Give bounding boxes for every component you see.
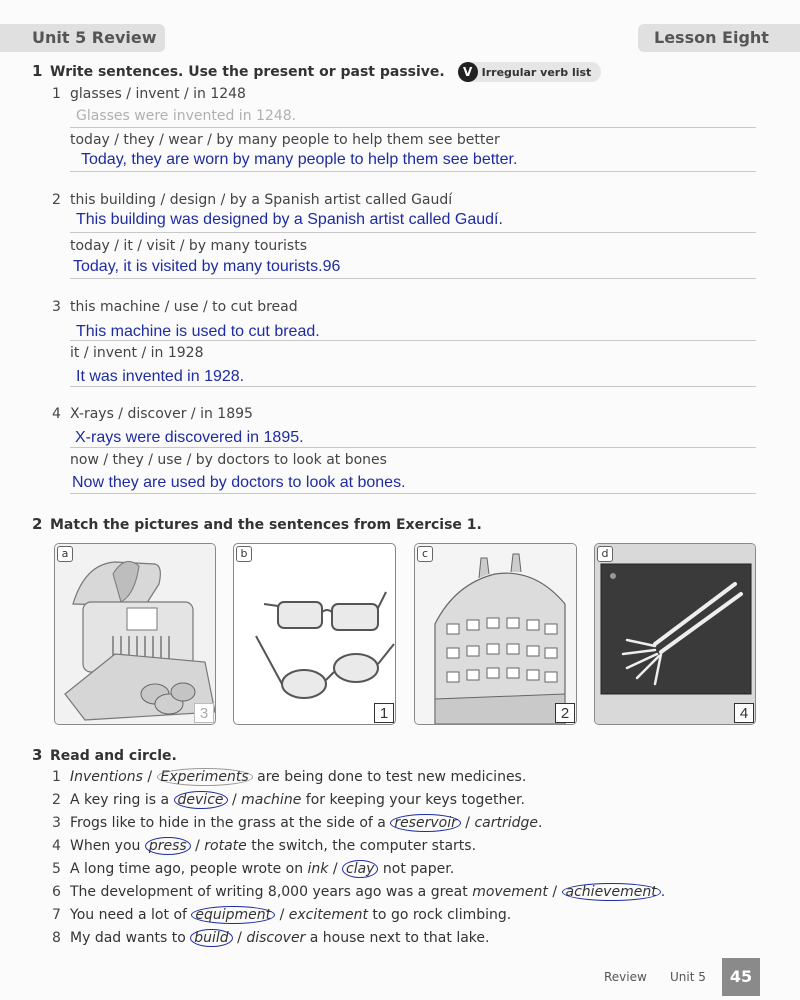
- ex1-answer-4b[interactable]: Now they are used by doctors to look at bones.: [72, 474, 406, 491]
- option-clay-circled[interactable]: clay: [342, 860, 378, 878]
- footer-section: Review: [604, 970, 647, 984]
- ex1-answer-3b[interactable]: It was invented in 1928.: [76, 368, 245, 385]
- picture-answer-box[interactable]: 4: [734, 703, 754, 723]
- bread-slicer-icon: [55, 544, 216, 725]
- option-movement[interactable]: movement: [472, 884, 548, 900]
- exercise-3-title: 3 Read and circle.: [32, 746, 177, 764]
- lesson-tab: Lesson Eight: [638, 24, 800, 52]
- picture-a: [54, 543, 216, 725]
- ex3-item-2: 2 A key ring is a device / machine for keeping your keys together.: [52, 792, 525, 808]
- picture-answer-box[interactable]: 2: [555, 703, 575, 723]
- ex3-item-6: 6 The development of writing 8,000 years ago was a great movement / achievement .: [52, 884, 666, 900]
- unit-tab: Unit 5 Review: [0, 24, 165, 52]
- picture-letter: b: [236, 546, 252, 562]
- option-excitement[interactable]: excitement: [288, 907, 368, 923]
- ex3-item-1: 1 Inventions / Experiments are being done to test new medicines.: [52, 769, 527, 785]
- ex1-answer-1[interactable]: Today, they are worn by many people to help them see better.: [81, 151, 518, 168]
- picture-answer-box[interactable]: 1: [374, 703, 394, 723]
- option-equipment-circled[interactable]: equipment: [191, 906, 275, 924]
- option-build-circled[interactable]: build: [190, 929, 232, 947]
- option-experiments-circled[interactable]: Experiments: [157, 768, 253, 786]
- ex1-prompt-1: 1 glasses / invent / in 1248: [52, 86, 246, 102]
- answer-line: [70, 340, 756, 341]
- option-cartridge[interactable]: cartridge: [474, 815, 539, 831]
- option-discover[interactable]: discover: [246, 930, 306, 946]
- page-number: 45: [722, 958, 760, 996]
- picture-letter: c: [417, 546, 433, 562]
- ex1-sub-prompt-3: it / invent / in 1928: [70, 345, 204, 361]
- option-ink[interactable]: ink: [307, 861, 329, 877]
- gaudi-building-icon: [415, 544, 577, 725]
- answer-line: [70, 232, 756, 233]
- ex1-prompt-4: 4 X-rays / discover / in 1895: [52, 406, 253, 422]
- option-inventions[interactable]: Inventions: [70, 769, 143, 785]
- picture-letter: a: [57, 546, 73, 562]
- v-icon: V: [458, 62, 478, 82]
- ex3-item-3: 3 Frogs like to hide in the grass at the side of a reservoir / cartridge.: [52, 815, 543, 831]
- ex1-prompt-3: 3 this machine / use / to cut bread: [52, 299, 298, 315]
- ex1-answer-3a[interactable]: This machine is used to cut bread.: [76, 323, 320, 340]
- picture-b: [233, 543, 396, 725]
- answer-line: [70, 447, 756, 448]
- option-machine[interactable]: machine: [241, 792, 302, 808]
- exercise-2-title: 2 Match the pictures and the sentences from Exercise 1.: [32, 515, 482, 533]
- ex1-answer-2b[interactable]: Today, it is visited by many tourists.96: [73, 258, 341, 275]
- ex1-answer-4a[interactable]: X-rays were discovered in 1895.: [75, 429, 304, 446]
- option-reservoir-circled[interactable]: reservoir: [390, 814, 461, 832]
- ex1-sub-prompt-2: today / it / visit / by many tourists: [70, 238, 307, 254]
- ex3-item-8: 8 My dad wants to build / discover a house next to that lake.: [52, 930, 490, 946]
- picture-d: [594, 543, 756, 725]
- ex1-sub-prompt-4: now / they / use / by doctors to look at bones: [70, 452, 387, 468]
- answer-line: [70, 171, 756, 172]
- answer-line: [70, 386, 756, 387]
- x-ray-hand-icon: [595, 544, 756, 725]
- ex3-item-5: 5 A long time ago, people wrote on ink / clay not paper.: [52, 861, 455, 877]
- picture-answer-box[interactable]: 3: [194, 703, 214, 723]
- option-device-circled[interactable]: device: [174, 791, 228, 809]
- irregular-verb-list-badge[interactable]: V Irregular verb list: [458, 62, 602, 82]
- option-rotate[interactable]: rotate: [204, 838, 247, 854]
- answer-line: [70, 493, 756, 494]
- ex1-model-answer: Glasses were invented in 1248.: [76, 108, 297, 124]
- ex3-item-7: 7 You need a lot of equipment / excitement to go rock climbing.: [52, 907, 512, 923]
- ex1-sub-prompt-1: today / they / wear / by many people to help them see better: [70, 132, 500, 148]
- option-press-circled[interactable]: press: [145, 837, 191, 855]
- footer-unit: Unit 5: [670, 970, 706, 984]
- picture-c: [414, 543, 577, 725]
- exercise-1-title: 1 Write sentences. Use the present or past passive. V Irregular verb list: [32, 62, 601, 82]
- option-achievement-circled[interactable]: achievement: [562, 883, 661, 901]
- picture-letter: d: [597, 546, 613, 562]
- ex1-answer-2a[interactable]: This building was designed by a Spanish artist called Gaudí.: [76, 211, 503, 228]
- ex1-prompt-2: 2 this building / design / by a Spanish artist called Gaudí: [52, 192, 453, 208]
- ex3-item-4: 4 When you press / rotate the switch, the computer starts.: [52, 838, 477, 854]
- answer-line: [70, 278, 756, 279]
- glasses-icon: [234, 544, 396, 725]
- answer-line: [70, 127, 756, 128]
